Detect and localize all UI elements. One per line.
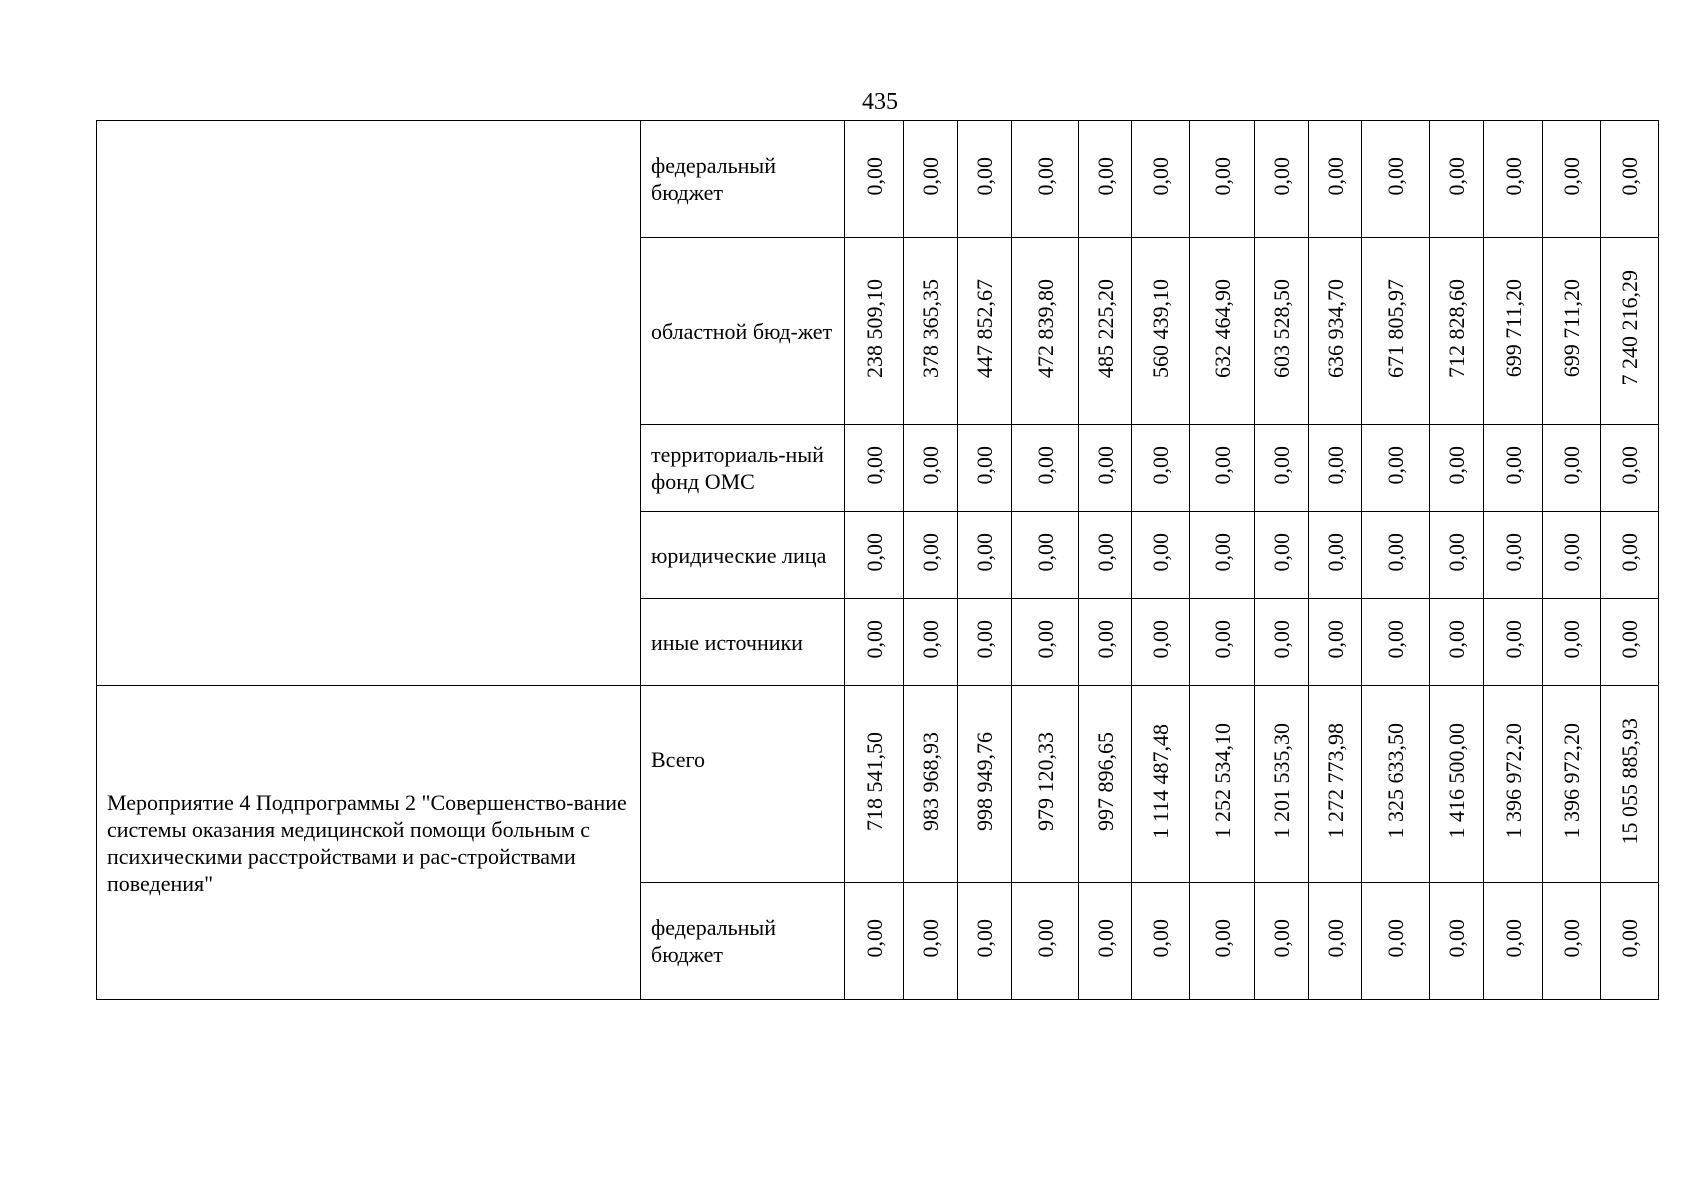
- amount-cell: [1362, 883, 1430, 1000]
- amount-cell: [958, 883, 1012, 1000]
- funding-source-label: федеральный бюджет: [651, 915, 776, 967]
- amount-value: 0,00: [1092, 619, 1118, 659]
- funding-source-cell: [641, 121, 845, 238]
- amount-value: 0,00: [1148, 156, 1173, 196]
- amount-cell: [1132, 686, 1190, 883]
- amount-value: 0,00: [1209, 532, 1235, 572]
- activity-description-cell: [97, 121, 641, 686]
- amount-cell: [1132, 121, 1190, 238]
- amount-value: 0,00: [1322, 619, 1348, 659]
- amount-cell: [1601, 238, 1659, 425]
- amount-value: 1 396 972,20: [1500, 723, 1526, 839]
- amount-cell: [1190, 599, 1255, 686]
- amount-cell: [1362, 121, 1430, 238]
- amount-value: 0,00: [1500, 532, 1526, 572]
- amount-cell: [845, 425, 904, 512]
- amount-cell: [958, 686, 1012, 883]
- amount-value: 1 114 487,48: [1148, 723, 1173, 839]
- amount-value: 0,00: [1444, 532, 1469, 572]
- amount-cell: [904, 512, 958, 599]
- amount-cell: [1190, 883, 1255, 1000]
- amount-value: 0,00: [1617, 918, 1642, 958]
- amount-value: 0,00: [1032, 918, 1058, 958]
- amount-value: 0,00: [1209, 918, 1235, 958]
- amount-value: 1 416 500,00: [1444, 723, 1469, 839]
- amount-cell: [845, 686, 904, 883]
- amount-cell: [1484, 599, 1543, 686]
- amount-value: 699 711,20: [1559, 278, 1584, 378]
- amount-cell: [1430, 238, 1484, 425]
- amount-cell: [1309, 238, 1362, 425]
- amount-value: 0,00: [918, 918, 943, 958]
- amount-value: 485 225,20: [1092, 278, 1118, 378]
- amount-value: 0,00: [1444, 445, 1469, 485]
- amount-cell: [1190, 425, 1255, 512]
- amount-value: 0,00: [1322, 532, 1348, 572]
- amount-cell: [1309, 512, 1362, 599]
- amount-cell: [1543, 238, 1601, 425]
- amount-cell: [1132, 883, 1190, 1000]
- amount-value: 0,00: [861, 619, 887, 659]
- funding-source-label: федеральный бюджет: [651, 153, 776, 205]
- amount-value: 0,00: [1148, 619, 1173, 659]
- amount-value: 0,00: [918, 532, 943, 572]
- amount-cell: [1012, 425, 1079, 512]
- amount-cell: [958, 238, 1012, 425]
- amount-cell: [1255, 686, 1309, 883]
- amount-value: 718 541,50: [861, 731, 887, 831]
- amount-cell: [845, 238, 904, 425]
- amount-cell: [1012, 121, 1079, 238]
- table-row: [97, 686, 1659, 883]
- amount-cell: [1362, 238, 1430, 425]
- amount-value: 1 325 633,50: [1383, 723, 1408, 839]
- amount-value: 979 120,33: [1032, 731, 1058, 831]
- amount-value: 0,00: [861, 156, 887, 196]
- amount-cell: [1543, 599, 1601, 686]
- amount-value: 0,00: [1444, 156, 1469, 196]
- amount-cell: [1543, 121, 1601, 238]
- amount-value: 0,00: [972, 532, 997, 572]
- amount-value: 0,00: [1383, 156, 1408, 196]
- amount-cell: [1543, 686, 1601, 883]
- funding-source-label: территориаль-ный фонд ОМС: [651, 442, 824, 494]
- amount-value: 0,00: [1383, 445, 1408, 485]
- amount-cell: [904, 599, 958, 686]
- amount-cell: [1132, 238, 1190, 425]
- amount-cell: [1601, 883, 1659, 1000]
- amount-cell: [1255, 512, 1309, 599]
- amount-cell: [1430, 425, 1484, 512]
- amount-value: 0,00: [1269, 532, 1294, 572]
- amount-value: 603 528,50: [1269, 278, 1294, 378]
- amount-cell: [1190, 121, 1255, 238]
- amount-value: 712 828,60: [1444, 278, 1469, 378]
- amount-value: 0,00: [1148, 532, 1173, 572]
- amount-cell: [1430, 883, 1484, 1000]
- amount-value: 983 968,93: [918, 731, 943, 831]
- amount-value: 472 839,80: [1032, 278, 1058, 378]
- amount-value: 0,00: [1092, 532, 1118, 572]
- amount-cell: [1362, 686, 1430, 883]
- amount-cell: [1079, 599, 1132, 686]
- amount-value: 671 805,97: [1383, 278, 1408, 378]
- amount-cell: [1309, 686, 1362, 883]
- amount-cell: [845, 121, 904, 238]
- amount-cell: [845, 512, 904, 599]
- amount-cell: [1079, 121, 1132, 238]
- amount-cell: [1190, 238, 1255, 425]
- funding-source-cell: [641, 686, 845, 883]
- amount-cell: [1601, 121, 1659, 238]
- amount-cell: [1190, 512, 1255, 599]
- amount-cell: [1132, 512, 1190, 599]
- page-number: 435: [862, 89, 898, 115]
- amount-cell: [904, 686, 958, 883]
- amount-value: 0,00: [1269, 918, 1294, 958]
- amount-value: 0,00: [1383, 619, 1408, 659]
- amount-value: 0,00: [1092, 445, 1118, 485]
- amount-value: 0,00: [1209, 156, 1235, 196]
- amount-cell: [1309, 883, 1362, 1000]
- amount-value: 0,00: [1559, 532, 1584, 572]
- amount-value: 0,00: [1209, 445, 1235, 485]
- amount-value: 0,00: [1617, 156, 1642, 196]
- amount-value: 0,00: [1444, 619, 1469, 659]
- amount-cell: [1484, 512, 1543, 599]
- amount-cell: [1012, 512, 1079, 599]
- amount-cell: [1012, 599, 1079, 686]
- amount-value: 0,00: [1383, 918, 1408, 958]
- amount-cell: [1543, 512, 1601, 599]
- amount-cell: [958, 121, 1012, 238]
- amount-value: 0,00: [972, 918, 997, 958]
- amount-cell: [1309, 121, 1362, 238]
- amount-value: 0,00: [1032, 532, 1058, 572]
- amount-cell: [1601, 425, 1659, 512]
- amount-cell: [1484, 686, 1543, 883]
- amount-cell: [1362, 512, 1430, 599]
- amount-value: 0,00: [1032, 619, 1058, 659]
- amount-value: 0,00: [1269, 156, 1294, 196]
- funding-source-cell: [641, 425, 845, 512]
- funding-source-cell: [641, 599, 845, 686]
- amount-cell: [1430, 599, 1484, 686]
- amount-cell: [958, 599, 1012, 686]
- amount-value: 15 055 885,93: [1617, 717, 1642, 845]
- amount-value: 1 252 534,10: [1209, 723, 1235, 839]
- amount-cell: [958, 425, 1012, 512]
- amount-value: 447 852,67: [972, 278, 997, 378]
- amount-value: 0,00: [1092, 156, 1118, 196]
- amount-cell: [1255, 238, 1309, 425]
- amount-value: 0,00: [1148, 445, 1173, 485]
- amount-value: 0,00: [1209, 619, 1235, 659]
- amount-cell: [904, 121, 958, 238]
- amount-cell: [904, 425, 958, 512]
- amount-value: 0,00: [1032, 156, 1058, 196]
- amount-cell: [1484, 883, 1543, 1000]
- amount-value: 0,00: [1269, 619, 1294, 659]
- table-row: [97, 121, 1659, 238]
- amount-value: 0,00: [1148, 918, 1173, 958]
- amount-value: 0,00: [972, 156, 997, 196]
- amount-value: 0,00: [1032, 445, 1058, 485]
- amount-value: 0,00: [861, 532, 887, 572]
- amount-value: 378 365,35: [918, 278, 943, 378]
- amount-cell: [1132, 599, 1190, 686]
- amount-value: 0,00: [1559, 156, 1584, 196]
- amount-cell: [1484, 121, 1543, 238]
- amount-value: 0,00: [1500, 619, 1526, 659]
- amount-cell: [958, 512, 1012, 599]
- amount-cell: [1362, 425, 1430, 512]
- amount-value: 0,00: [1092, 918, 1118, 958]
- amount-cell: [1255, 599, 1309, 686]
- amount-cell: [904, 883, 958, 1000]
- budget-table: [96, 120, 1659, 1000]
- amount-cell: [1601, 686, 1659, 883]
- funding-source-cell: [641, 512, 845, 599]
- amount-cell: [1255, 425, 1309, 512]
- amount-value: 0,00: [861, 918, 887, 958]
- amount-value: 560 439,10: [1148, 278, 1173, 378]
- amount-value: 998 949,76: [972, 731, 997, 831]
- amount-value: 0,00: [1322, 445, 1348, 485]
- amount-cell: [1012, 238, 1079, 425]
- amount-value: 0,00: [972, 445, 997, 485]
- amount-cell: [1362, 599, 1430, 686]
- amount-value: 699 711,20: [1500, 278, 1526, 378]
- amount-value: 0,00: [1617, 532, 1642, 572]
- funding-source-label: Всего: [651, 747, 705, 772]
- amount-value: 997 896,65: [1092, 731, 1118, 831]
- activity-description: Мероприятие 4 Подпрограммы 2 "Совершенство-вание системы оказания медицинской помощи больным с психическими расстройствами и рас-стройствами поведения": [107, 789, 627, 896]
- amount-value: 0,00: [1559, 619, 1584, 659]
- amount-value: 0,00: [918, 445, 943, 485]
- amount-cell: [904, 238, 958, 425]
- amount-value: 0,00: [972, 619, 997, 659]
- amount-cell: [845, 599, 904, 686]
- amount-value: 238 509,10: [861, 278, 887, 378]
- funding-source-cell: [641, 238, 845, 425]
- amount-cell: [1309, 599, 1362, 686]
- amount-value: 0,00: [1500, 156, 1526, 196]
- amount-cell: [1430, 512, 1484, 599]
- amount-cell: [1309, 425, 1362, 512]
- amount-cell: [1255, 121, 1309, 238]
- amount-value: 0,00: [1322, 918, 1348, 958]
- amount-cell: [1079, 425, 1132, 512]
- amount-value: 0,00: [1269, 445, 1294, 485]
- amount-value: 0,00: [1322, 156, 1348, 196]
- amount-cell: [1430, 121, 1484, 238]
- amount-cell: [1132, 425, 1190, 512]
- amount-cell: [1484, 238, 1543, 425]
- amount-value: 0,00: [918, 619, 943, 659]
- amount-cell: [1430, 686, 1484, 883]
- activity-description-cell: [97, 686, 641, 1000]
- amount-cell: [1255, 883, 1309, 1000]
- amount-value: 632 464,90: [1209, 278, 1235, 378]
- amount-cell: [1190, 686, 1255, 883]
- funding-source-label: областной бюд-жет: [651, 318, 833, 344]
- amount-cell: [1079, 512, 1132, 599]
- amount-cell: [1601, 599, 1659, 686]
- amount-value: 1 272 773,98: [1322, 723, 1348, 839]
- amount-value: 0,00: [1500, 918, 1526, 958]
- amount-cell: [1601, 512, 1659, 599]
- amount-value: 0,00: [918, 156, 943, 196]
- amount-cell: [1484, 425, 1543, 512]
- amount-value: 0,00: [1559, 918, 1584, 958]
- amount-cell: [845, 883, 904, 1000]
- amount-value: 1 201 535,30: [1269, 723, 1294, 839]
- funding-source-label: юридические лица: [651, 542, 827, 568]
- amount-value: 0,00: [1500, 445, 1526, 485]
- amount-cell: [1543, 883, 1601, 1000]
- amount-cell: [1543, 425, 1601, 512]
- amount-value: 0,00: [1559, 445, 1584, 485]
- amount-value: 1 396 972,20: [1559, 723, 1584, 839]
- amount-cell: [1079, 238, 1132, 425]
- amount-value: 7 240 216,29: [1617, 270, 1642, 386]
- funding-source-label: иные источники: [651, 629, 803, 655]
- amount-cell: [1012, 686, 1079, 883]
- amount-cell: [1079, 883, 1132, 1000]
- amount-value: 0,00: [1383, 532, 1408, 572]
- amount-value: 0,00: [861, 445, 887, 485]
- amount-cell: [1012, 883, 1079, 1000]
- amount-value: 0,00: [1617, 619, 1642, 659]
- amount-value: 0,00: [1444, 918, 1469, 958]
- amount-value: 0,00: [1617, 445, 1642, 485]
- amount-cell: [1079, 686, 1132, 883]
- amount-value: 636 934,70: [1322, 278, 1348, 378]
- funding-source-cell: [641, 883, 845, 1000]
